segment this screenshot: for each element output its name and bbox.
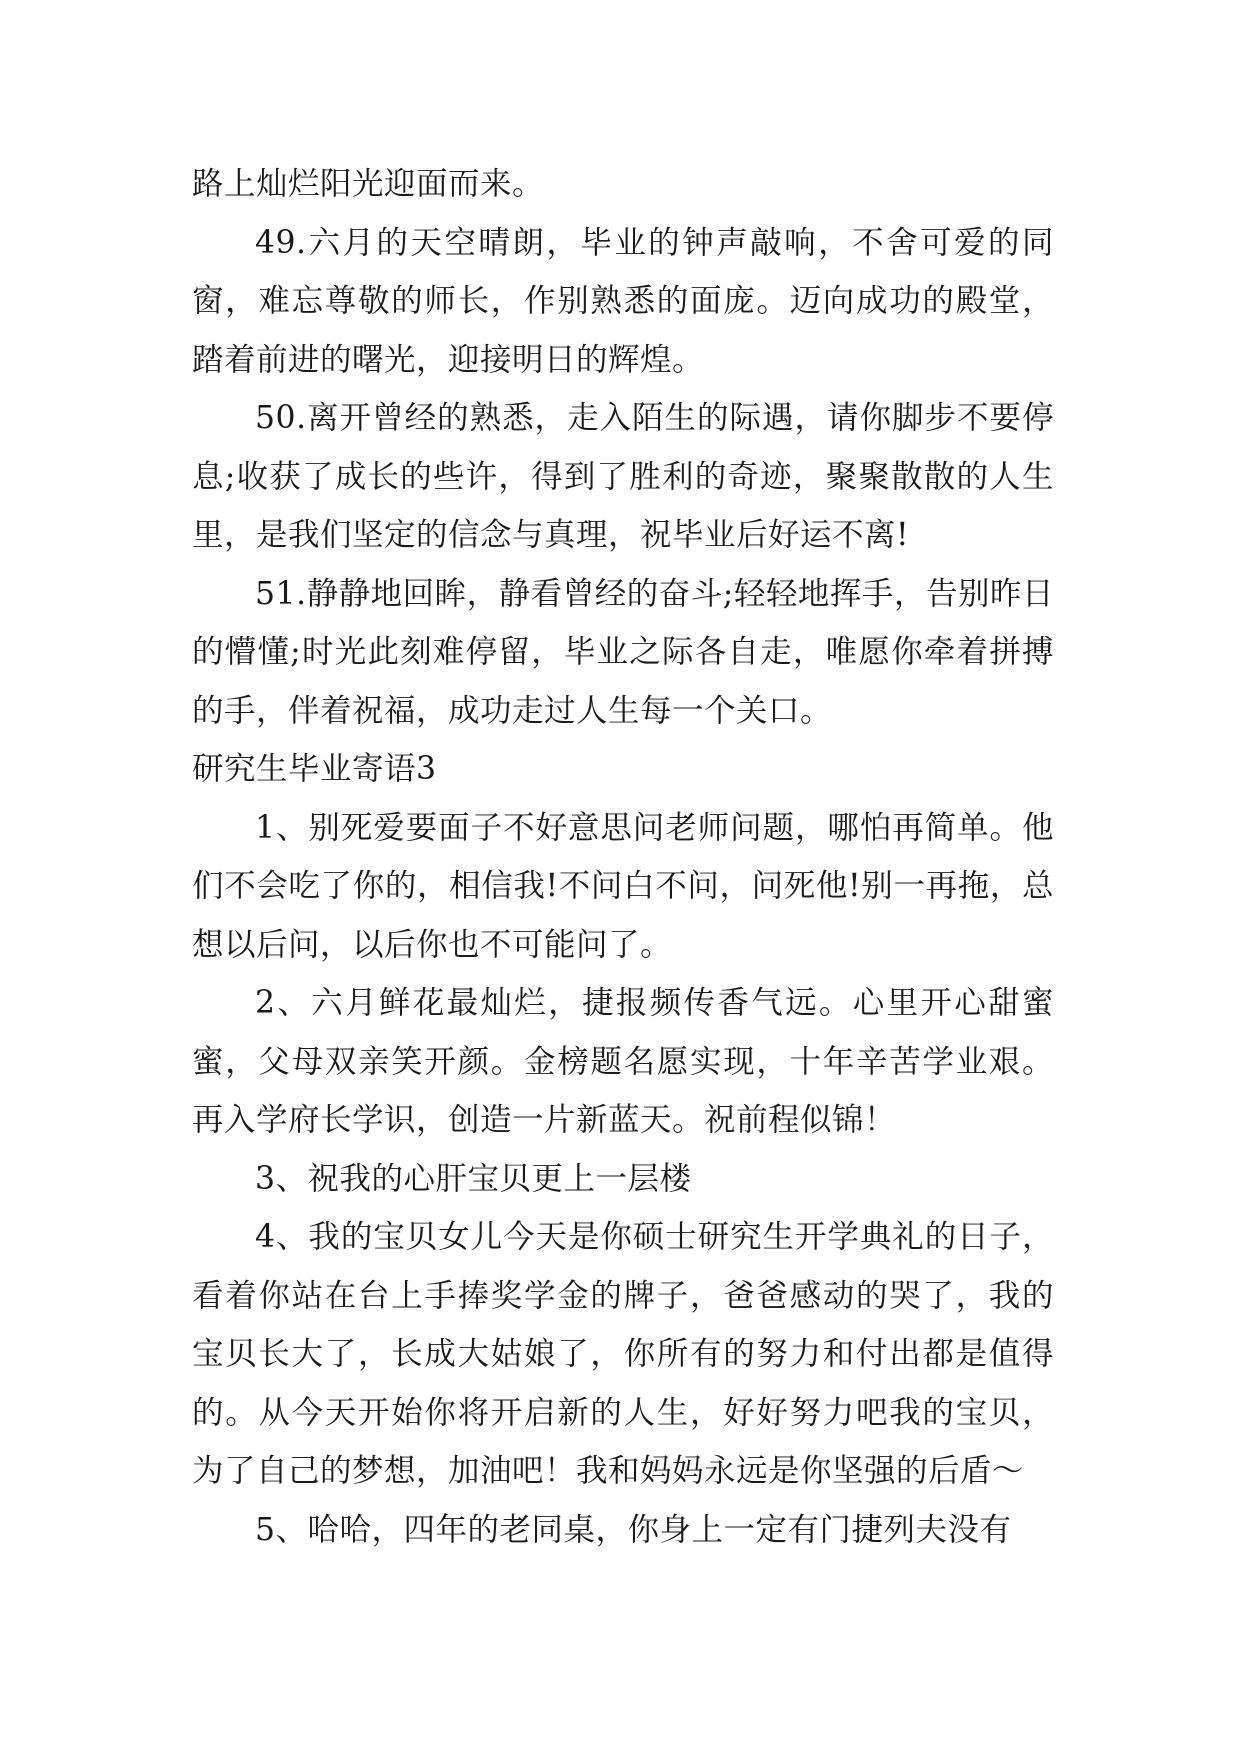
paragraph-item-5: 5、哈哈，四年的老同桌，你身上一定有门捷列夫没有 bbox=[255, 1511, 1012, 1548]
document-body bbox=[192, 155, 1054, 1559]
paragraph-item-50: 50.离开曾经的熟悉，走入陌生的际遇，请你脚步不要停息;收获了成长的些许，得到了胜利的奇迹，聚聚散散的人生里，是我们坚定的信念与真理，祝毕业后好运不离! bbox=[192, 400, 1054, 553]
paragraph-continuation: 路上灿烂阳光迎面而来。 bbox=[192, 166, 545, 202]
paragraph-item-51: 51.静静地回眸，静看曾经的奋斗;轻轻地挥手，告别昨日的懵懂;时光此刻难停留，毕业之际各自走，唯愿你牵着拼搏的手，伴着祝福，成功走过人生每一个关口。 bbox=[192, 575, 1054, 729]
paragraph-item-4: 4、我的宝贝女儿今天是你硕士研究生开学典礼的日子，看着你站在台上手捧奖学金的牌子，爸爸感动的哭了，我的宝贝长大了，长成大姑娘了，你所有的努力和付出都是值得的。从今天开始你将开启新的人生，好好努力吧我的宝贝，为了自己的梦想，加油吧！我和妈妈永远是你坚强的后盾～ bbox=[192, 1219, 1054, 1489]
paragraph-item-2: 2、六月鲜花最灿烂，捷报频传香气远。心里开心甜蜜蜜，父母双亲笑开颜。金榜题名愿实现，十年辛苦学业艰。再入学府长学识，创造一片新蓝天。祝前程似锦！ bbox=[192, 985, 1054, 1138]
paragraph-item-3: 3、祝我的心肝宝贝更上一层楼 bbox=[255, 1160, 692, 1197]
paragraph-item-49: 49.六月的天空晴朗，毕业的钟声敲响，不舍可爱的同窗，难忘尊敬的师长，作别熟悉的面庞。迈向成功的殿堂，踏着前进的曙光，迎接明日的辉煌。 bbox=[192, 224, 1054, 378]
section-heading: 研究生毕业寄语3 bbox=[192, 751, 437, 787]
paragraph-item-1: 1、别死爱要面子不好意思问老师问题，哪怕再简单。他们不会吃了你的，相信我!不问白不问，问死他!别一再拖，总想以后问，以后你也不可能问了。 bbox=[192, 809, 1054, 963]
